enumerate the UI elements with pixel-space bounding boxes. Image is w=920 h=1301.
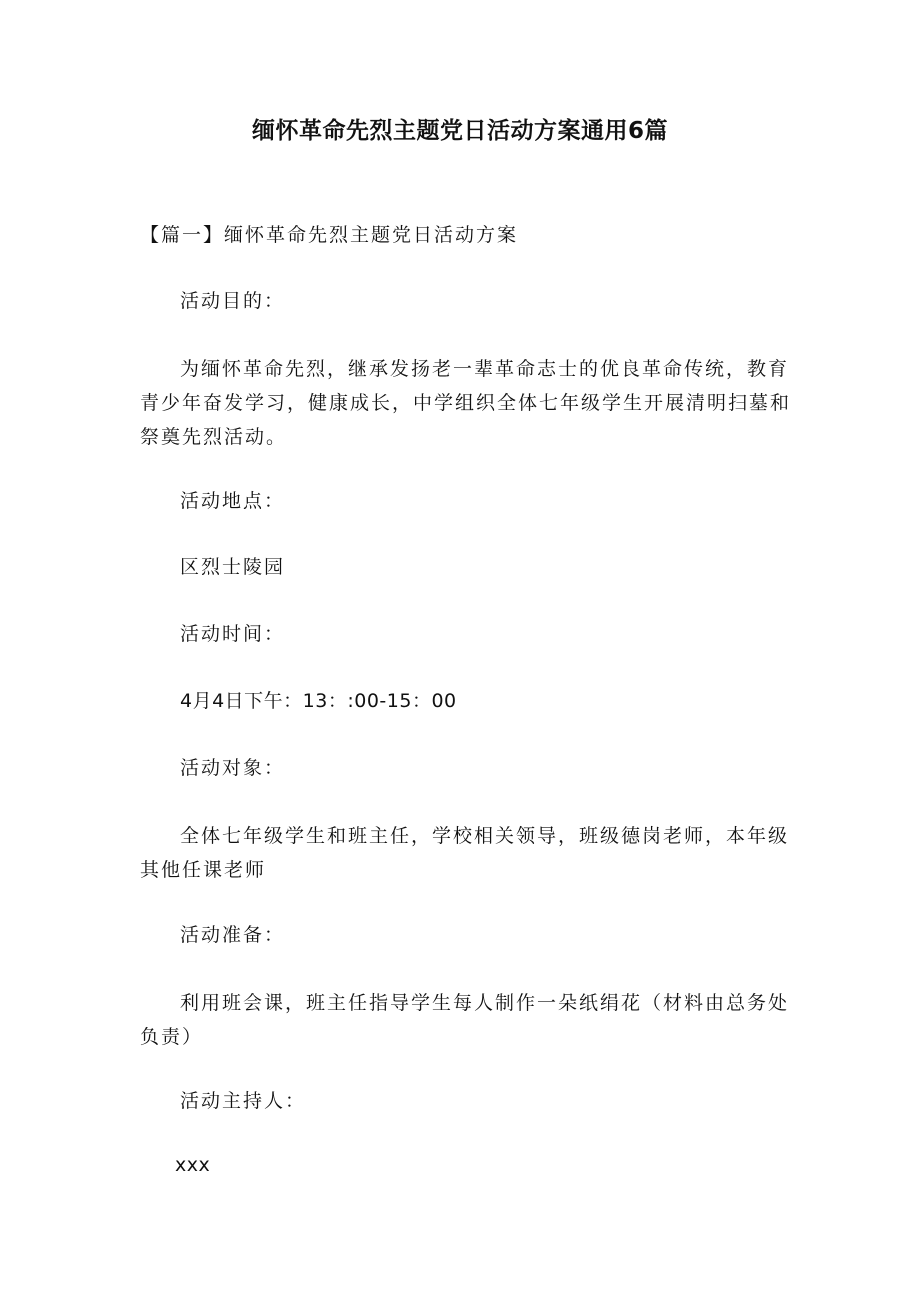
location-text: 区烈士陵园	[180, 556, 286, 578]
purpose-text: 为缅怀革命先烈，继承发扬老一辈革命志士的优良革命传统，教育青少年奋发学习，健康成长，中学组织全体七年级学生开展清明扫墓和祭奠先烈活动。	[140, 358, 792, 448]
time-text: 4月4日下午：13：:00-15：00	[180, 690, 457, 712]
preparation-text: 利用班会课，班主任指导学生每人制作一朵纸绢花（材料由总务处负责）	[140, 992, 790, 1048]
preparation-label: 活动准备：	[180, 924, 286, 946]
participants-label: 活动对象：	[180, 757, 286, 779]
document-title: 缅怀革命先烈主题党日活动方案通用6篇	[251, 118, 668, 144]
purpose-label: 活动目的：	[180, 290, 286, 312]
participants-text: 全体七年级学生和班主任，学校相关领导，班级德岗老师，本年级其他任课老师	[140, 825, 790, 881]
time-label: 活动时间：	[180, 623, 286, 645]
section-heading: 【篇一】缅怀革命先烈主题党日活动方案	[140, 224, 519, 246]
host-text: xxx	[175, 1154, 211, 1176]
location-label: 活动地点：	[180, 490, 286, 512]
host-label: 活动主持人：	[180, 1090, 307, 1112]
